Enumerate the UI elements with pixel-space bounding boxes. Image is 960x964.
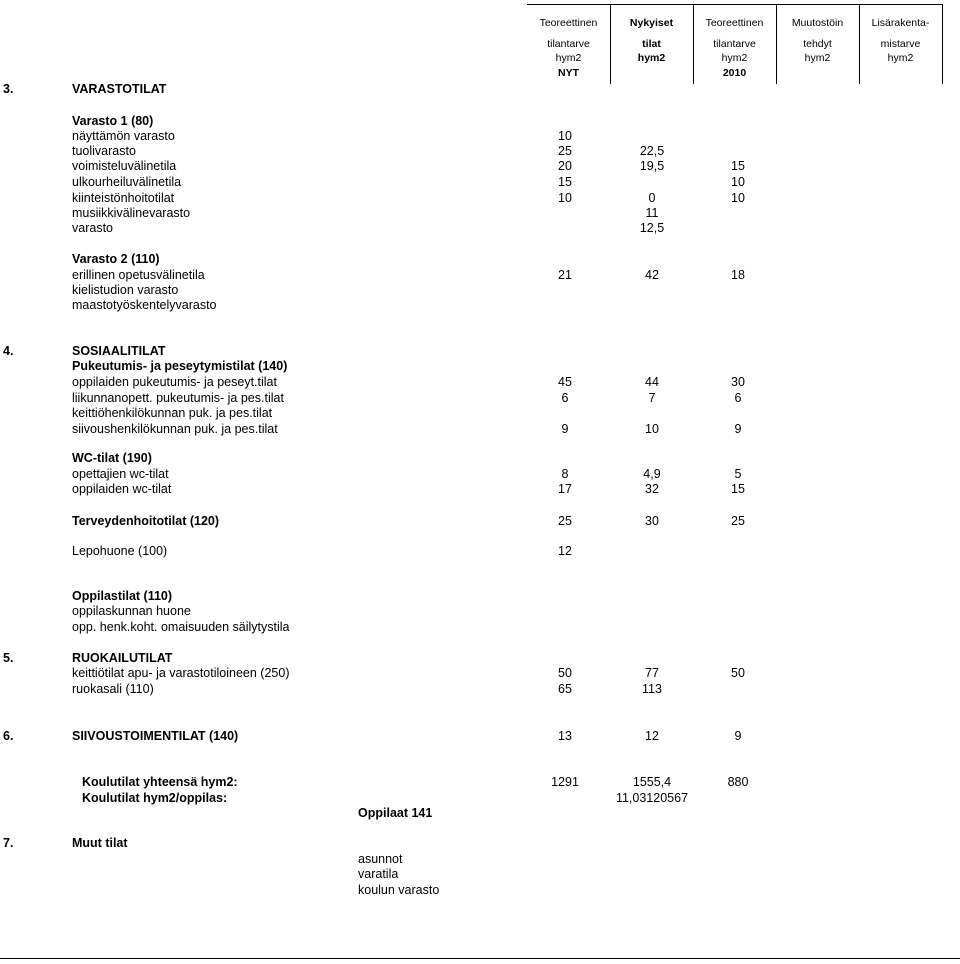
row-value-c1: 21	[558, 268, 572, 282]
row-label: musiikkivälinevarasto	[72, 206, 191, 220]
header-col-5-line1: Lisärakenta-	[871, 17, 930, 29]
row-value-c3: 25	[731, 514, 745, 528]
row-label: opp. henk.koht. omaisuuden säilytystila	[72, 620, 290, 634]
row-label: maastotyöskentelyvarasto	[72, 298, 217, 312]
header-rule	[527, 4, 943, 5]
row-value-c2: 113	[642, 682, 662, 696]
row-label: Terveydenhoitotilat (120)	[72, 514, 220, 528]
section-6-c1: 13	[558, 729, 572, 743]
row-label: liikunnanopett. pukeutumis- ja pes.tilat	[72, 391, 284, 405]
row-label: erillinen opetusvälinetila	[72, 268, 205, 282]
row-value-c1: 25	[558, 144, 572, 158]
row-label: voimisteluvälinetila	[72, 159, 177, 173]
row-label: Varasto 2 (110)	[72, 252, 160, 266]
row-label: varasto	[72, 221, 113, 235]
header-col-4-line1: Muutostöin	[791, 17, 844, 29]
total-c1: 1291	[551, 775, 579, 789]
row-value-c1: 25	[558, 514, 572, 528]
row-value-c1: 17	[558, 482, 572, 496]
row-value-c3: 10	[731, 175, 745, 189]
row-label: näyttämön varasto	[72, 129, 175, 143]
pupil-count: Oppilaat 141	[358, 806, 433, 820]
bottom-rule	[0, 958, 960, 959]
row-value-c3: 30	[731, 375, 745, 389]
other-item-school-storage: koulun varasto	[358, 883, 440, 897]
header-col-3-line2: tilantarve	[713, 38, 756, 50]
row-label: oppilaiden pukeutumis- ja peseyt.tilat	[72, 375, 277, 389]
header-col-3-line4: 2010	[722, 67, 747, 79]
row-value-c2: 11	[645, 206, 659, 220]
row-value-c1: 10	[558, 129, 572, 143]
row-value-c2: 7	[648, 391, 656, 405]
header-col-1-line4: NYT	[558, 67, 579, 79]
header-col-5-line3: hym2	[887, 52, 914, 64]
row-value-c2: 44	[645, 375, 659, 389]
per-pupil-value: 11,03120567	[615, 791, 689, 805]
section-3-title: VARASTOTILAT	[72, 82, 167, 96]
row-value-c2: 32	[645, 482, 659, 496]
row-value-c3: 50	[731, 666, 745, 680]
header-col-3-line1: Teoreettinen	[705, 17, 764, 29]
row-label: Oppilastilat (110)	[72, 589, 173, 603]
row-label: keittiöhenkilökunnan puk. ja pes.tilat	[72, 406, 273, 420]
section-5-title: RUOKAILUTILAT	[72, 651, 173, 665]
header-col-2-line3: hym2	[637, 52, 666, 64]
row-label: WC-tilat (190)	[72, 451, 152, 465]
row-value-c1: 12	[558, 544, 572, 558]
section-6-number: 6.	[3, 729, 14, 743]
other-item-spare-room: varatila	[358, 867, 399, 881]
row-value-c1: 6	[561, 391, 569, 405]
header-col-3-line3: hym2	[721, 52, 748, 64]
row-value-c2: 10	[645, 422, 659, 436]
row-label: oppilaskunnan huone	[72, 604, 191, 618]
row-value-c3: 15	[731, 482, 745, 496]
header-col-5-line2: mistarve	[880, 38, 921, 50]
other-item-apartments: asunnot	[358, 852, 403, 866]
row-value-c1: 45	[558, 375, 572, 389]
row-label: kiinteistönhoitotilat	[72, 191, 175, 205]
row-label: siivoushenkilökunnan puk. ja pes.tilat	[72, 422, 278, 436]
row-label: kielistudion varasto	[72, 283, 179, 297]
row-value-c2: 22,5	[639, 144, 665, 158]
row-value-c1: 20	[558, 159, 572, 173]
header-col-4-line3: hym2	[804, 52, 831, 64]
row-label: ruokasali (110)	[72, 682, 154, 696]
section-3-number: 3.	[3, 82, 14, 96]
section-4-title: SOSIAALITILAT	[72, 344, 166, 358]
row-value-c1: 9	[561, 422, 569, 436]
row-value-c3: 6	[734, 391, 742, 405]
row-label: Varasto 1 (80)	[72, 114, 154, 128]
header-col-1-line1: Teoreettinen	[539, 17, 598, 29]
row-value-c3: 10	[731, 191, 745, 205]
row-label: Lepohuone (100)	[72, 544, 168, 558]
row-value-c2: 12,5	[639, 221, 665, 235]
per-pupil-label: Koulutilat hym2/oppilas:	[82, 791, 228, 805]
row-value-c2: 77	[645, 666, 659, 680]
row-value-c2: 42	[645, 268, 659, 282]
row-value-c3: 9	[734, 422, 742, 436]
row-value-c1: 10	[558, 191, 572, 205]
total-label: Koulutilat yhteensä hym2:	[82, 775, 238, 789]
row-value-c2: 0	[648, 191, 656, 205]
col-divider	[942, 4, 943, 84]
section-6-c2: 12	[645, 729, 659, 743]
row-value-c3: 15	[731, 159, 745, 173]
section-7-number: 7.	[3, 836, 14, 850]
row-value-c2: 19,5	[639, 159, 665, 173]
row-label: oppilaiden wc-tilat	[72, 482, 172, 496]
header-col-4-line2: tehdyt	[803, 38, 832, 50]
header-col-1-line2: tilantarve	[547, 38, 590, 50]
row-value-c2: 30	[645, 514, 659, 528]
row-value-c3: 18	[731, 268, 745, 282]
row-label: tuolivarasto	[72, 144, 136, 158]
row-value-c1: 15	[558, 175, 572, 189]
row-value-c1: 65	[558, 682, 572, 696]
total-c2: 1555,4	[632, 775, 672, 789]
row-value-c1: 50	[558, 666, 572, 680]
row-value-c3: 5	[734, 467, 742, 481]
header-col-2-line1: Nykyiset	[629, 17, 674, 29]
section-4-number: 4.	[3, 344, 14, 358]
row-label: keittiötilat apu- ja varastotiloineen (250)	[72, 666, 290, 680]
row-label: opettajien wc-tilat	[72, 467, 169, 481]
total-c3: 880	[727, 775, 749, 789]
header-col-2-line2: tilat	[642, 38, 661, 50]
row-value-c2: 4,9	[643, 467, 661, 481]
header-col-1-line3: hym2	[555, 52, 582, 64]
row-label: Pukeutumis- ja peseytymistilat (140)	[72, 359, 288, 373]
section-5-number: 5.	[3, 651, 14, 665]
section-6-c3: 9	[734, 729, 742, 743]
section-6-title: SIIVOUSTOIMENTILAT (140)	[72, 729, 239, 743]
section-7-title: Muut tilat	[72, 836, 128, 850]
row-label: ulkourheiluvälinetila	[72, 175, 182, 189]
row-value-c1: 8	[561, 467, 569, 481]
